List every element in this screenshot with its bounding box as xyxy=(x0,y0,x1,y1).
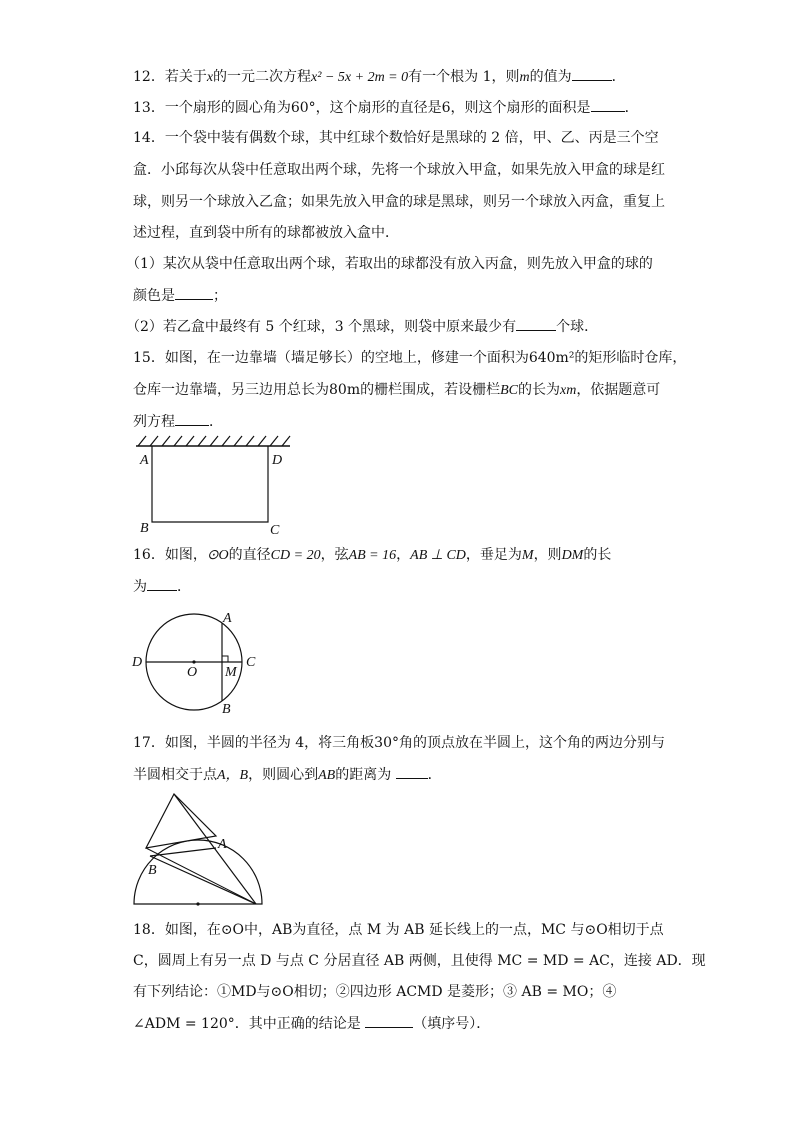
q12-line xyxy=(133,66,626,88)
q16-text-b: 的直径 xyxy=(228,547,271,563)
q17-text-2c: ，则圆心到 xyxy=(248,767,319,783)
q17-number: 17． xyxy=(133,735,165,751)
q12-equation: x² − 5x + 2m = 0 xyxy=(311,70,409,85)
q16-perp: AB ⊥ CD xyxy=(410,548,466,563)
q16-ab: AB = 16 xyxy=(348,548,397,563)
q17-text-2a: 半圆相交于点 xyxy=(133,767,217,783)
q14-part1-line-2 xyxy=(133,285,227,306)
fence-rectangle xyxy=(152,446,268,522)
q15-label-a: A xyxy=(140,453,149,468)
q17-line-1 xyxy=(133,733,665,753)
q16-number: 16． xyxy=(133,547,165,563)
q12-text-pre: 若关于 xyxy=(164,69,207,85)
q17-text-2e: 的距离为 xyxy=(335,767,392,783)
q17-ab-points: A，B xyxy=(217,768,249,783)
triangle-side-b xyxy=(150,856,256,904)
semicircle-center xyxy=(196,902,199,905)
q13-answer-blank[interactable] xyxy=(591,97,625,112)
q16-text-e: ，垂足为 xyxy=(465,547,522,563)
q16-circle-o: ⊙O xyxy=(206,548,229,563)
q15-text-3: 列方程 xyxy=(133,414,175,430)
q16-label-b: B xyxy=(222,702,231,716)
q12-var-m: m xyxy=(519,70,530,85)
q16-m: M xyxy=(521,548,534,563)
q15-text-2a: 仓库一边靠墙，另三边用总长为80m的栅栏围成，若设栅栏 xyxy=(133,382,501,398)
q17-label-a: A xyxy=(218,837,227,852)
q17-period: ． xyxy=(427,767,442,783)
q12-text-mid: 的一元二次方程 xyxy=(213,69,312,85)
q12-number: 12． xyxy=(133,69,165,85)
q16-label-o: O xyxy=(187,665,198,680)
q15-bc: BC xyxy=(500,383,518,398)
q12-answer-blank[interactable] xyxy=(572,66,612,81)
q12-text-end: 的值为 xyxy=(529,69,572,85)
q14-part1-line-1: （1）某次从袋中任意取出两个球，若取出的球都没有放入丙盒，则先放入甲盒的球的 xyxy=(126,256,653,272)
q14-line-2: 盒．小邱每次从袋中任意取出两个球，先将一个球放入甲盒，如果先放入甲盒的球是红 xyxy=(133,162,665,178)
q16-text-f: ，则 xyxy=(533,547,562,563)
q13-text: 一个扇形的圆心角为60°，这个扇形的直径是6，则这个扇形的面积是 xyxy=(164,100,591,116)
q14-text-1: 一个袋中装有偶数个球，其中红球个数恰好是黑球的 2 倍，甲、乙、丙是三个空 xyxy=(164,130,659,146)
q17-label-b: B xyxy=(148,863,157,878)
q16-dm: DM xyxy=(561,548,584,563)
q15-period: ． xyxy=(209,414,223,430)
q16-text-a: 如图， xyxy=(164,547,207,563)
triangle-hypotenuse xyxy=(174,794,256,904)
q15-line-3 xyxy=(133,411,223,432)
q18-line-1 xyxy=(133,920,664,940)
q16-label-c: C xyxy=(246,655,256,670)
q15-text-2e: ，依据题意可 xyxy=(576,382,661,398)
q16-text-d: ， xyxy=(396,547,411,563)
q15-line-2 xyxy=(133,380,660,401)
q16-cd: CD = 20 xyxy=(270,548,321,563)
q16-label-d: D xyxy=(132,655,143,670)
q17-ab: AB xyxy=(318,768,336,783)
q15-label-d: D xyxy=(272,453,283,468)
q18-line-3: 有下列结论：①MD与⊙O相切；②四边形 ACMD 是菱形；③ AB = MO；④ xyxy=(133,984,617,1000)
q15-number: 15． xyxy=(133,350,165,366)
q12-period: ． xyxy=(611,69,626,85)
q18-line-4 xyxy=(133,1013,490,1034)
q15-xm: xm xyxy=(559,383,577,398)
q12-text-post: 有一个根为 1，则 xyxy=(408,69,520,85)
q14-number: 14． xyxy=(133,130,165,146)
q14-part2-end: 个球． xyxy=(556,319,599,335)
q14-part1-end: ； xyxy=(213,288,227,304)
q14-part1-text: 颜色是 xyxy=(133,288,175,304)
q15-label-b: B xyxy=(140,521,149,536)
q13-period: ． xyxy=(624,100,639,116)
right-angle-mark xyxy=(222,656,228,662)
q15-warehouse-figure xyxy=(130,434,300,538)
q13-number: 13． xyxy=(133,100,165,116)
q15-text-1: 如图，在一边靠墙（墙足够长）的空地上，修建一个面积为640m²的矩形临时仓库， xyxy=(164,350,687,366)
q15-line-1 xyxy=(133,348,686,368)
q14-part2-text: （2）若乙盒中最终有 5 个红球，3 个黑球，则袋中原来最少有 xyxy=(126,319,517,335)
q18-answer-blank[interactable] xyxy=(365,1013,413,1028)
q16-line-1 xyxy=(133,545,611,566)
q15-label-c: C xyxy=(270,523,280,538)
q14-part1-blank[interactable] xyxy=(175,285,213,300)
q18-text-4a: ∠ADM = 120°．其中正确的结论是 xyxy=(133,1016,361,1032)
q16-line-2 xyxy=(133,576,191,597)
q15-text-2c: 的长为 xyxy=(517,382,560,398)
q12-var-x: x xyxy=(206,70,214,85)
q17-semicircle-figure xyxy=(128,790,268,908)
q16-period: ． xyxy=(177,579,191,595)
q16-answer-blank[interactable] xyxy=(147,576,177,591)
q14-line-3: 球，则另一个球放入乙盒；如果先放入甲盒的球是黑球，则另一个球放入丙盒，重复上 xyxy=(133,194,665,210)
q13-line xyxy=(133,97,639,118)
q16-circle-figure xyxy=(128,606,268,716)
wall-hatching xyxy=(138,436,290,446)
q18-line-2: C，圆周上有另一点 D 与点 C 分居直径 AB 两侧，且使得 MC = MD = AC，连接 AD．现 xyxy=(133,953,706,969)
q17-text-1: 如图，半圆的半径为 4，将三角板30°角的顶点放在半圆上，这个角的两边分别与 xyxy=(164,735,665,751)
q18-text-4b: （填序号）． xyxy=(413,1016,491,1032)
q18-number: 18． xyxy=(133,922,165,938)
q16-label-m: M xyxy=(225,665,237,680)
q16-text-c: ，弦 xyxy=(320,547,349,563)
q14-line-1 xyxy=(133,128,659,148)
q16-text-g: 的长 xyxy=(583,547,612,563)
triangle-edge xyxy=(146,848,256,904)
q17-answer-blank[interactable] xyxy=(396,764,428,779)
q15-answer-blank[interactable] xyxy=(175,411,209,426)
center-point xyxy=(192,660,195,663)
q17-line-2 xyxy=(133,764,442,786)
q14-part2-line xyxy=(126,316,598,337)
q14-line-4: 述过程，直到袋中所有的球都被放入盒中． xyxy=(133,225,399,241)
q16-label-a: A xyxy=(223,611,232,626)
q16-text-2: 为 xyxy=(133,579,147,595)
q14-part2-blank[interactable] xyxy=(516,316,556,331)
q18-text-1: 如图，在⊙O中，AB为直径，点 M 为 AB 延长线上的一点，MC 与⊙O相切于点 xyxy=(164,922,664,938)
